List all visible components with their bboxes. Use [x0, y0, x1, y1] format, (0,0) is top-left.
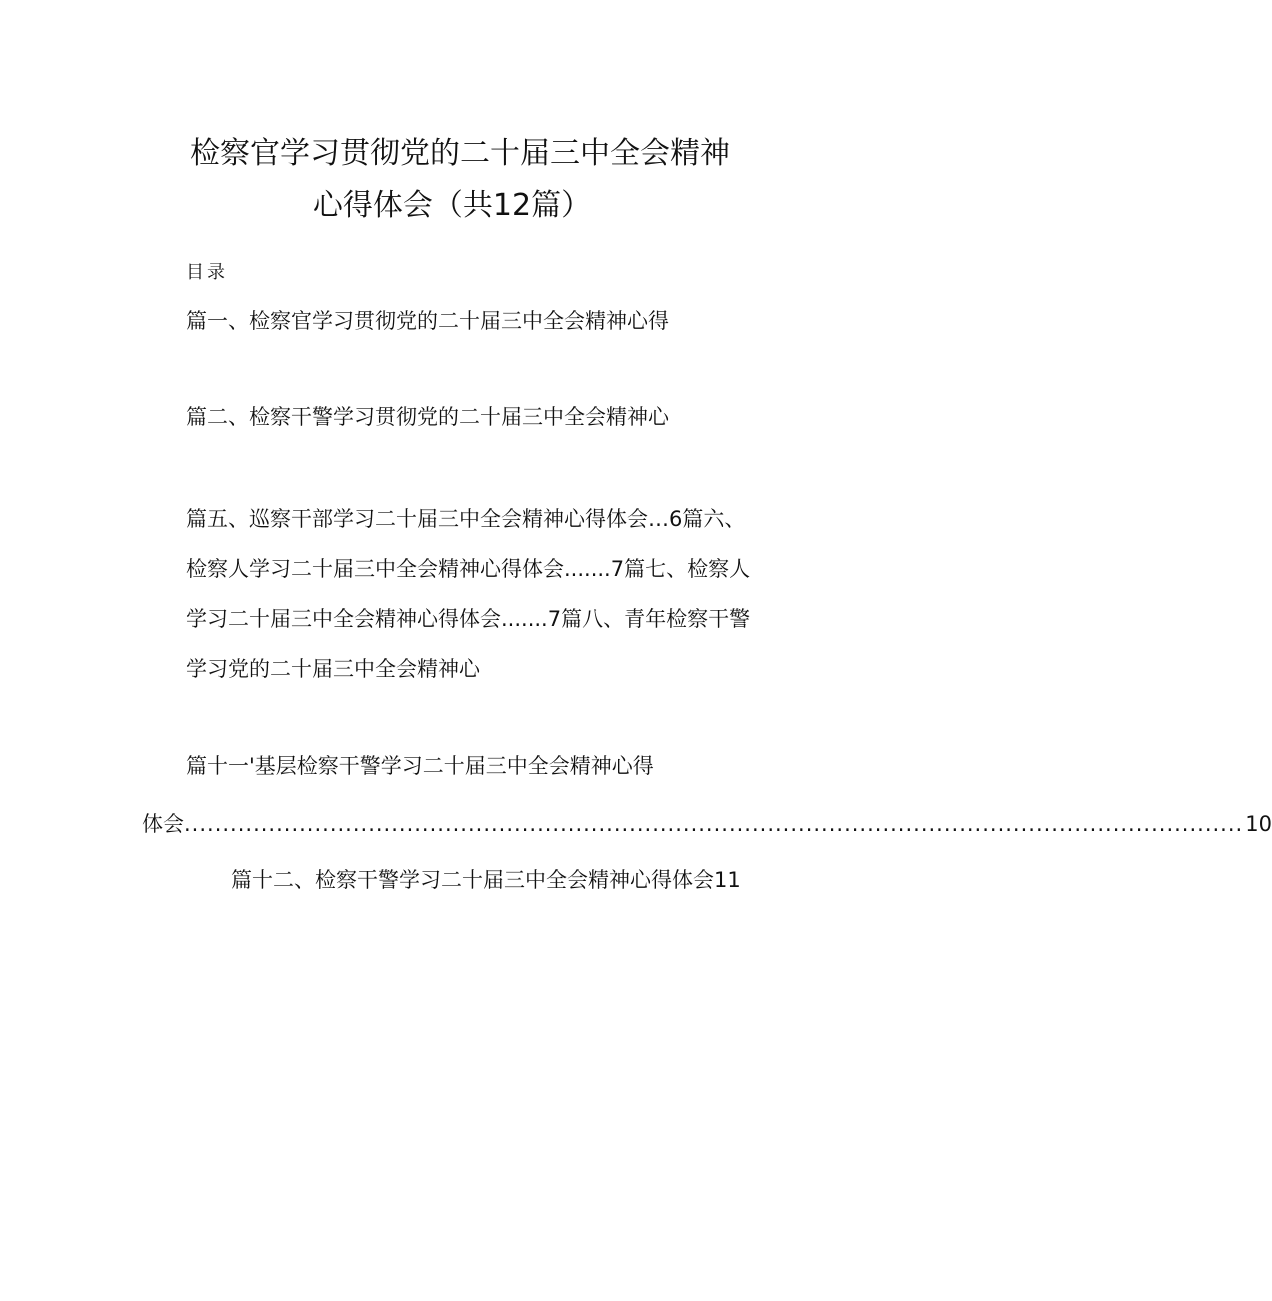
toc-entry-11-lead: 体会 [142, 812, 184, 836]
toc-entry-11-line-1: 篇十一'基层检察干警学习二十届三中全会精神心得 [186, 754, 654, 778]
document-title-line-1: 检察官学习贯彻党的二十届三中全会精神 [190, 136, 730, 171]
toc-entry-2: 篇二、检察干警学习贯彻党的二十届三中全会精神心 [186, 405, 669, 429]
toc-merged-paragraph [186, 494, 796, 694]
paragraph-line-4: 学习党的二十届三中全会精神心 [186, 657, 480, 681]
document-title-line-2: 心得体会（共12篇） [312, 188, 592, 223]
toc-entry-12: 篇十二、检察干警学习二十届三中全会精神心得体会11 [231, 868, 741, 892]
toc-entry-11-page-number: 10 [1245, 812, 1272, 836]
paragraph-line-3: 学习二十届三中全会精神心得体会.......7篇八、青年检察干警 [186, 607, 751, 631]
paragraph-line-1: 篇五、巡察干部学习二十届三中全会精神心得体会…6篇六、 [186, 507, 746, 531]
toc-entry-11-line-2 [142, 809, 1272, 839]
paragraph-line-2: 检察人学习二十届三中全会精神心得体会.......7篇七、检察人 [186, 557, 751, 581]
toc-entry-11-dot-leader: .......................................................................................................................................... [184, 812, 1244, 836]
toc-heading: 目录 [186, 262, 228, 283]
toc-entry-1: 篇一、检察官学习贯彻党的二十届三中全会精神心得 [186, 309, 669, 333]
